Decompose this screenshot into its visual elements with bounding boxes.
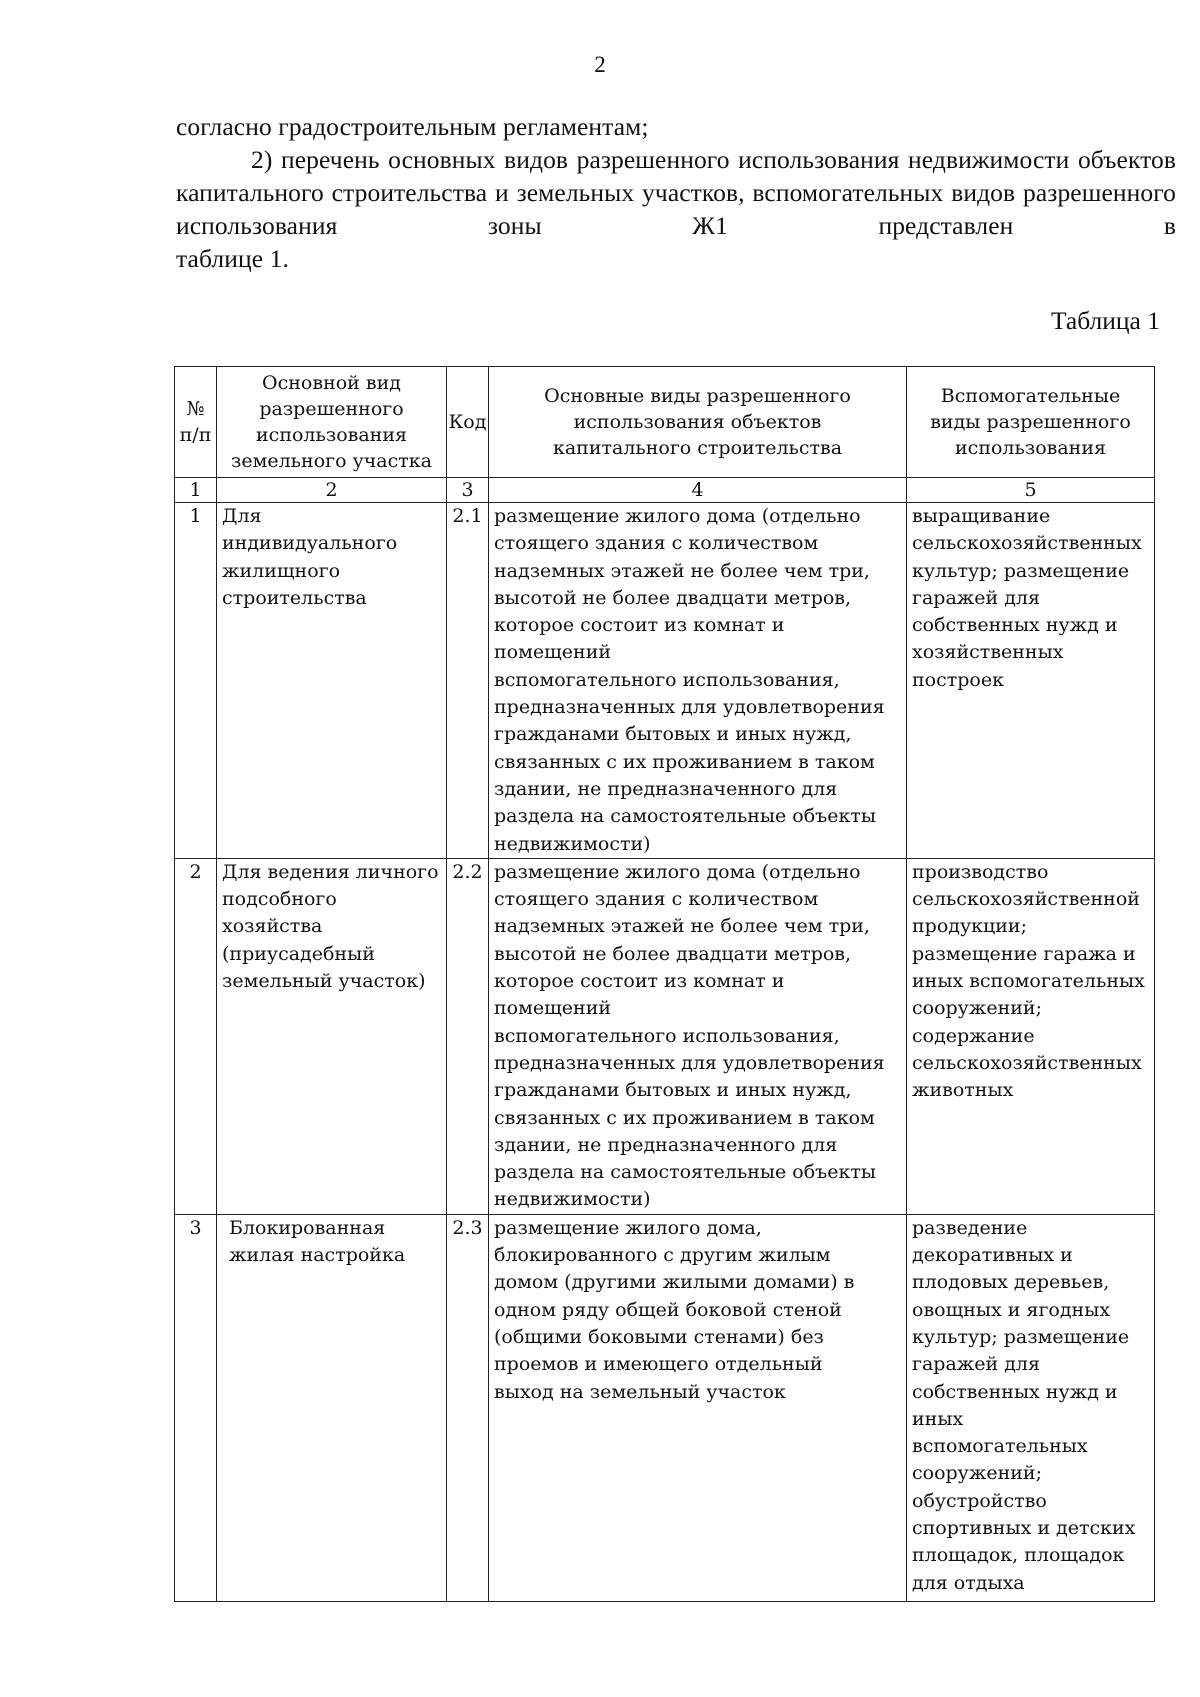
column-number: 4 (489, 478, 907, 503)
main-use-description: размещение жилого дома (отдельно стоящего здания с количеством надземных этажей не более чем три, высотой не более двадцати метров, которое состоит из комнат и помещений вспомогательного использования, предназначенных для удовлетворения гражданами бытовых и иных нужд, связанных с их проживанием в таком здании, не предназначенного для раздела на самостоятельные объекты недвижимости) (489, 858, 907, 1214)
header-number: № п/п (175, 367, 217, 478)
column-number: 2 (217, 478, 447, 503)
main-use-description: размещение жилого дома (отдельно стоящего здания с количеством надземных этажей не более чем три, высотой не более двадцати метров, которое состоит из комнат и помещений вспомогательного использования, предназначенных для удовлетворения гражданами бытовых и иных нужд, связанных с их проживанием в таком здании, не предназначенного для раздела на самостоятельные объекты недвижимости) (489, 503, 907, 859)
auxiliary-use-description: разведение декоративных и плодовых деревьев, овощных и ягодных культур; размещение гаражей для собственных нужд и иных вспомогательных сооружений; обустройство спортивных и детских площадок, площадок для отдыха (907, 1214, 1155, 1601)
header-code: Код (447, 367, 489, 478)
header-auxiliary-uses: Вспомогательные виды разрешенного использования (907, 367, 1155, 478)
use-code: 2.1 (447, 503, 489, 859)
column-number: 3 (447, 478, 489, 503)
table-row (175, 1214, 1155, 1601)
land-use-type: Для индивидуального жилищного строительства (217, 503, 447, 859)
header-land-use-type: Основной вид разрешенного использования земельного участка (217, 367, 447, 478)
row-number: 2 (175, 858, 217, 1214)
header-main-uses: Основные виды разрешенного использования объектов капитального строительства (489, 367, 907, 478)
use-code: 2.3 (447, 1214, 489, 1601)
land-use-type: Для ведения личного подсобного хозяйства (приусадебный земельный участок) (217, 858, 447, 1214)
column-number: 5 (907, 478, 1155, 503)
row-number: 3 (175, 1214, 217, 1601)
row-number: 1 (175, 503, 217, 859)
use-code: 2.2 (447, 858, 489, 1214)
auxiliary-use-description: производство сельскохозяйственной продукции; размещение гаража и иных вспомогательных сооружений; содержание сельскохозяйственных животных (907, 858, 1155, 1214)
intro-paragraph: 2) перечень основных видов разрешенного использования недвижимости объектов капитального строительства и земельных участков, вспомогательных видов разрешенного использования зоны Ж1 представлен в (176, 145, 1176, 240)
intro-text (176, 110, 1176, 275)
auxiliary-use-description: выращивание сельскохозяйственных культур; размещение гаражей для собственных нужд и хозяйственных построек (907, 503, 1155, 859)
column-numbers-row (175, 478, 1155, 503)
land-use-type: Блокированная жилая настройка (217, 1214, 447, 1601)
table-row (175, 503, 1155, 859)
table-caption: Таблица 1 (1050, 306, 1160, 335)
intro-paragraph-end: таблице 1. (176, 244, 289, 273)
land-use-table (174, 366, 1155, 1602)
table-header-row (175, 367, 1155, 478)
main-use-description: размещение жилого дома, блокированного с другим жилым домом (другими жилыми домами) в одном ряду общей боковой стеной (общими боковыми стенами) без проемов и имеющего отдельный выход на земельный участок (489, 1214, 907, 1601)
column-number: 1 (175, 478, 217, 503)
intro-line-1: согласно градостроительным регламентам; (176, 112, 649, 141)
table-row (175, 858, 1155, 1214)
page-number: 2 (594, 52, 606, 77)
